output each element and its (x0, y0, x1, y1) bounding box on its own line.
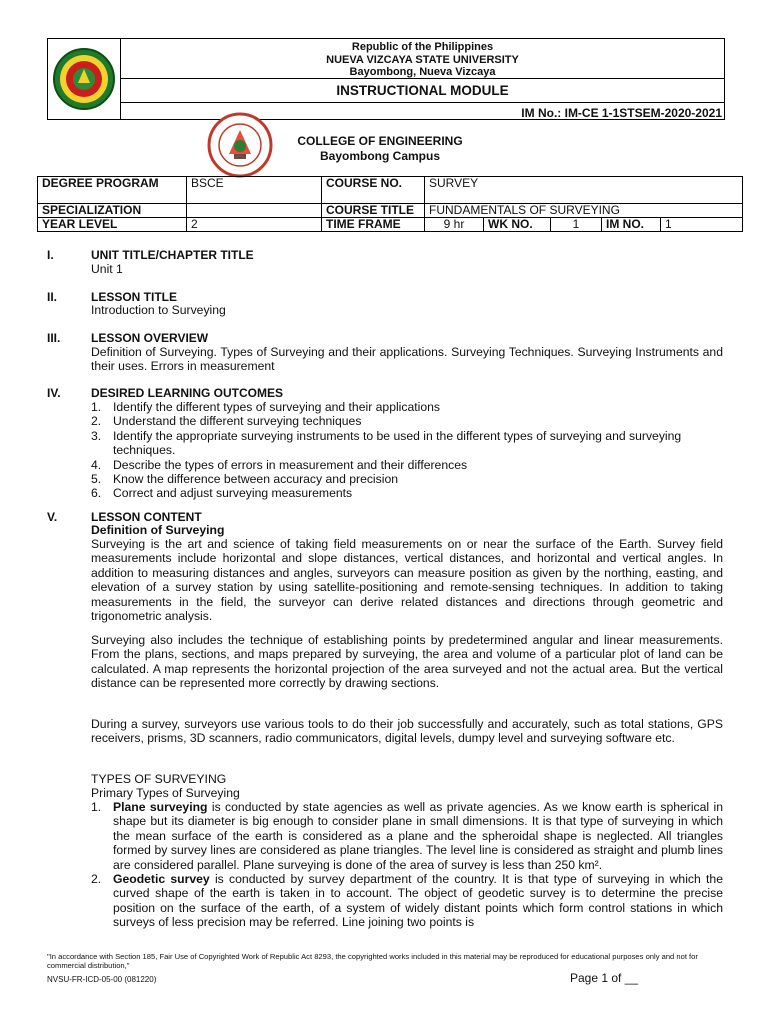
type-description: is conducted by survey department of the country. It is that type of surveying in which the curved shape of the earth is taken in to account. The object of geodetic survey is to determine the precise position on the surface of the earth, of a system of widely distant points which form control stations in which surveys of less precision may be referred. Line joining two points is (113, 872, 723, 930)
outcome-text: Identify the appropriate surveying instruments to be used in the different types of surveying and surveying techniques. (113, 428, 682, 458)
overview-text: Definition of Surveying. Types of Surveying and their applications. Surveying Techniques. Surveying Instruments and their uses. Errors in measurement (91, 345, 723, 374)
paragraph-definition: Surveying is the art and science of taking field measurements on or near the surface of the Earth. Survey field measurements include horizontal and slope distances, vertical distances, and horizontal and vertical angles. In addition to measuring distances and angles, surveyors can measure position as given by the northing, easting, and elevation of a survey station by using satellite-positioning and remote-sensing techniques. In addition to taking measurements in the field, the surveyor can derive related distances and directions through geometric and trigonometric analysis. (91, 537, 723, 624)
form-code: NVSU-FR-ICD-05-00 (081220) (47, 975, 157, 984)
course-no-value: SURVEY (425, 177, 743, 204)
wk-no-value: 1 (551, 218, 602, 232)
type-description: is conducted by state agencies as well as private agencies. As we know earth is spherical in shape but its diameter is big enough to consider plane in small dimensions. It is that type of surveying in which the mean surface of the earth is considered as a plane and the spheroidal shape is neglected. All triangles formed by survey lines are considered as plane triangles. The level line is considered as straight and plumb lines are considered parallel. Plane surveying is done of the area of survey is less than 250 km². (113, 800, 723, 872)
wk-no-label: WK NO. (484, 218, 551, 232)
copyright-note: "In accordance with Section 185, Fair Use of Copyrighted Work of Republic Act 8293, the copyrighted works included in this material may be reproduced for educational purposes only and not for commercial distribution," (47, 952, 698, 970)
types-heading: TYPES OF SURVEYING (91, 772, 227, 786)
list-item: 4. Describe the types of errors in measurement and their differences (91, 457, 468, 472)
course-title-label: COURSE TITLE (322, 204, 425, 218)
university-logo-cell (48, 39, 121, 119)
list-item: 5. Know the difference between accuracy and precision (91, 472, 399, 487)
im-no-value: 1 (661, 218, 743, 232)
degree-label: DEGREE PROGRAM (38, 177, 187, 204)
im-no-label: IM NO. (602, 218, 661, 232)
type-name: Plane surveying (113, 800, 208, 814)
section-number: I. (47, 248, 54, 262)
time-frame-value: 9 hr (425, 218, 484, 232)
section-heading: LESSON OVERVIEW (91, 331, 209, 345)
header-institution (121, 39, 724, 79)
primary-types-heading: Primary Types of Surveying (91, 786, 240, 800)
list-item: 6. Correct and adjust surveying measurements (91, 486, 353, 501)
campus-name: Bayombong Campus (319, 149, 440, 163)
list-item: 1. Identify the different types of surveying and their applications (91, 400, 441, 414)
survey-types-list (91, 800, 723, 930)
outcome-text: Identify the different types of surveying and their applications (113, 400, 441, 414)
definition-heading: Definition of Surveying (91, 523, 225, 537)
course-no-label: COURSE NO. (322, 177, 425, 204)
table-row (38, 218, 743, 232)
section-heading: LESSON CONTENT (91, 510, 202, 524)
unit-text: Unit 1 (91, 262, 123, 276)
type-name: Geodetic survey (113, 872, 210, 887)
section-number: IV. (47, 386, 61, 400)
section-number: III. (47, 331, 61, 345)
paragraph-techniques: Surveying also includes the technique of establishing points by predetermined angular and linear measurements. From the plans, sections, and maps prepared by surveying, the area and volume of a particular plot of land can be calculated. A map represents the horizontal projection of the area surveyed and not the actual area. But the vertical distance can be represented more correctly by drawing sections. (91, 633, 723, 691)
specialization-label: SPECIALIZATION (38, 204, 187, 218)
table-row (38, 177, 743, 204)
list-item: 3. Identify the appropriate surveying instruments to be used in the different types of surveying and surveying techniques. (91, 428, 682, 458)
university-seal-icon (48, 39, 120, 119)
course-title-value: FUNDAMENTALS OF SURVEYING (425, 204, 743, 218)
outcomes-list (91, 400, 723, 501)
section-heading: DESIRED LEARNING OUTCOMES (91, 386, 284, 400)
outcome-text: Understand the different surveying techniques (113, 414, 362, 429)
specialization-value (187, 204, 322, 218)
outcome-text: Correct and adjust surveying measurements (113, 486, 353, 501)
table-row (38, 204, 743, 218)
header-location: Bayombong, Nueva Vizcaya (349, 66, 496, 78)
time-frame-label: TIME FRAME (322, 218, 425, 232)
header-republic: Republic of the Philippines (351, 41, 494, 53)
lesson-title-text: Introduction to Surveying (91, 303, 226, 317)
course-info-table (37, 176, 743, 232)
year-level-value: 2 (187, 218, 322, 232)
header-university: NUEVA VIZCAYA STATE UNIVERSITY (326, 53, 519, 66)
list-item: 1. Plane surveying is conducted by state agencies as well as private agencies. As we know earth is spherical in shape but its diameter is big enough to consider plane in small dimensions. It is that type of surveying in which the mean surface of the earth is considered as a plane and the spheroidal shape is neglected. All triangles formed by survey lines are considered as plane triangles. The level line is considered as straight and plumb lines are considered parallel. Plane surveying is done of the area of survey is less than 250 km². (91, 800, 723, 872)
college-block (290, 134, 470, 164)
section-number: II. (47, 290, 58, 304)
outcome-text: Know the difference between accuracy and precision (113, 472, 399, 487)
list-item: 2. Understand the different surveying techniques (91, 414, 362, 429)
paragraph-tools: During a survey, surveyors use various tools to do their job successfully and accurately, such as total stations, GPS receivers, prisms, 3D scanners, radio communicators, digital levels, dumpy level and surveying software etc. (91, 717, 723, 746)
list-item: 2. Geodetic survey is conducted by survey department of the country. It is that type of surveying in which the curved shape of the earth is taken in to account. The object of geodetic survey is to determine the precise position on the surface of the earth, of a system of widely distant points which form control stations in which surveys of less precision may be referred. Line joining two points is (91, 872, 723, 930)
section-heading: UNIT TITLE/CHAPTER TITLE (91, 248, 254, 262)
page-number: Page 1 of __ (570, 971, 639, 985)
year-level-label: YEAR LEVEL (38, 218, 187, 232)
college-seal-icon (207, 112, 273, 178)
college-logo (207, 112, 273, 178)
degree-value: BSCE (187, 177, 322, 204)
section-number: V. (47, 510, 58, 524)
section-heading: LESSON TITLE (91, 290, 178, 304)
outcome-text: Describe the types of errors in measurement and their differences (113, 457, 468, 472)
college-name: COLLEGE OF ENGINEERING (297, 134, 463, 148)
module-title: INSTRUCTIONAL MODULE (121, 80, 724, 103)
im-number: IM No.: IM-CE 1-1STSEM-2020-2021 (521, 106, 722, 120)
